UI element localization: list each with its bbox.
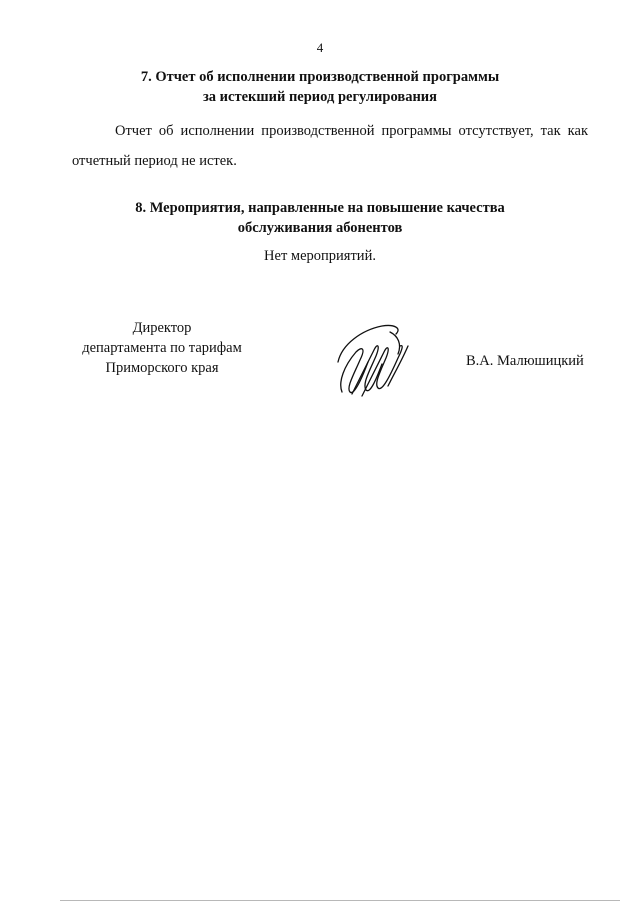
section-7-body-line-2: отчетный период не истек.	[72, 153, 237, 169]
section-8-note: Нет мероприятий.	[264, 248, 376, 264]
signatory-position-line-2: департамента по тарифам	[82, 340, 242, 356]
page-number: 4	[316, 40, 324, 55]
section-8-title-line-2: обслуживания абонентов	[237, 220, 403, 236]
signatory-position-line-3: Приморского края	[105, 360, 219, 376]
section-7-title-line-2: за истекший период регулирования	[202, 89, 438, 105]
scan-edge-line	[60, 900, 620, 901]
signatory-name: В.А. Малюшицкий	[466, 353, 584, 369]
section-8-title	[0, 198, 640, 238]
section-7-title	[0, 67, 640, 107]
handwritten-signature	[332, 322, 412, 398]
section-8-title-line-1: 8. Мероприятия, направленные на повышение качества	[135, 200, 505, 216]
section-7-title-line-1: 7. Отчет об исполнении производственной программы	[140, 69, 500, 85]
signatory-position-line-1: Директор	[132, 320, 192, 336]
signatory-position	[62, 318, 262, 378]
section-7-body	[72, 116, 588, 176]
section-7-body-line-1: Отчет об исполнении производственной программы отсутствует, так как	[115, 123, 588, 139]
